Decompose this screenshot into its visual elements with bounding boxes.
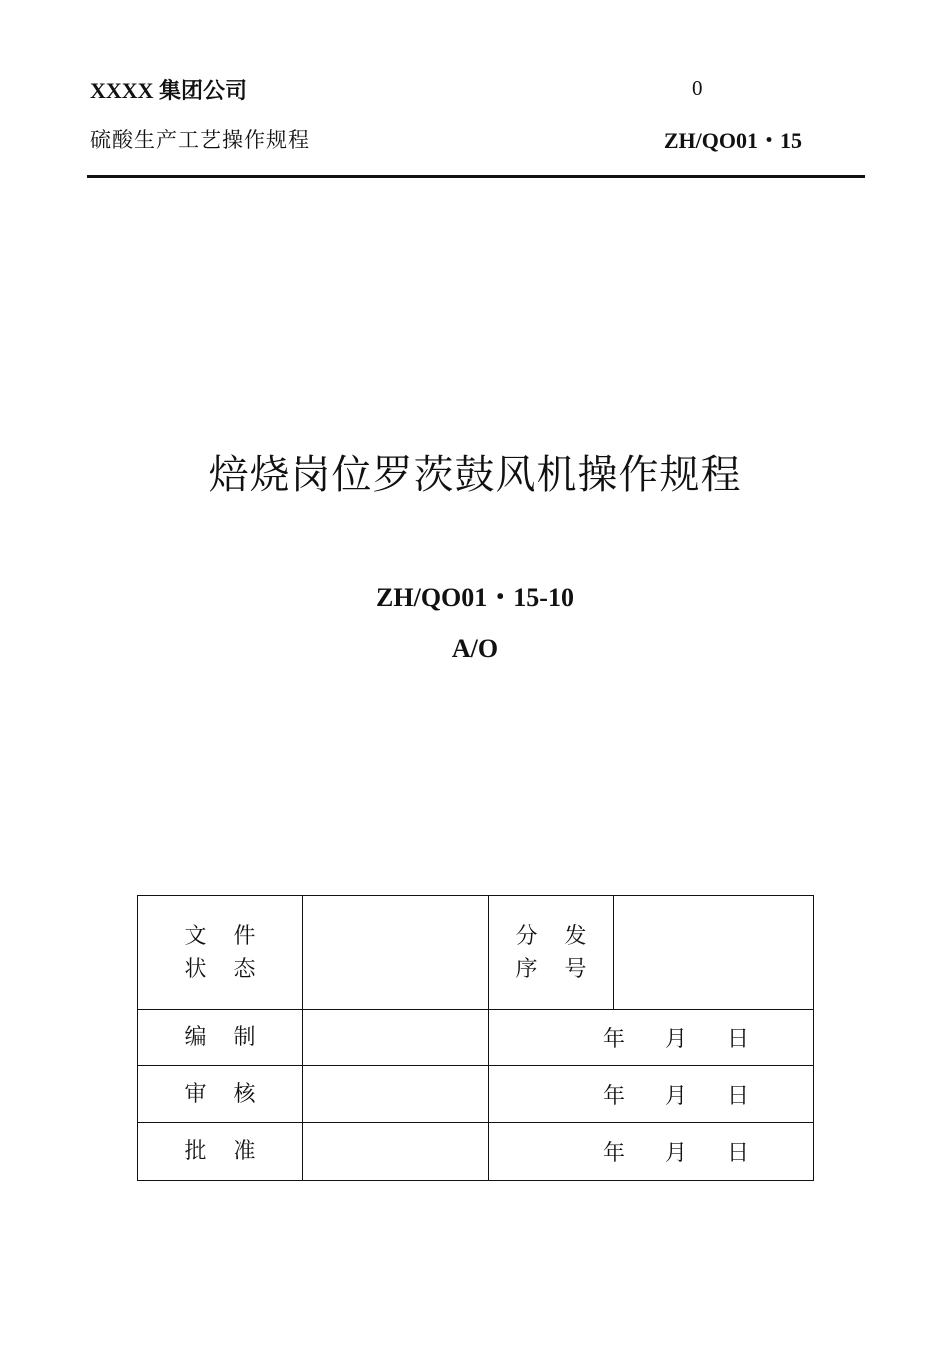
year-label: 年 (602, 1141, 625, 1166)
company-name: XXXX 集团公司 (90, 78, 248, 103)
day-label: 日 (726, 1027, 749, 1052)
file-status-label (138, 896, 303, 1010)
prepared-by-value (303, 1010, 489, 1066)
month-label: 月 (664, 1141, 687, 1166)
reviewed-date (489, 1066, 814, 1123)
table-row (138, 1010, 814, 1066)
approved-by-value (303, 1123, 489, 1181)
distribution-no-line-2: 序 号 (515, 956, 597, 982)
approved-by-label (138, 1123, 303, 1181)
prepared-by-label (138, 1010, 303, 1066)
distribution-no-line-1: 分 发 (515, 923, 597, 949)
month-label: 月 (664, 1027, 687, 1052)
day-label: 日 (726, 1083, 749, 1109)
document-code: ZH/QO01・15-10 (376, 583, 574, 612)
document-title: 焙烧岗位罗茨鼓风机操作规程 (208, 452, 742, 498)
reviewed-by-label (138, 1066, 303, 1123)
file-status-value (303, 896, 489, 1010)
distribution-no-label (489, 896, 614, 1010)
document-version: A/O (451, 634, 499, 663)
approved-date (489, 1123, 814, 1181)
row-label: 审 核 (184, 1081, 266, 1107)
row-label: 编 制 (184, 1025, 266, 1050)
series-code: ZH/QO01・15 (663, 128, 802, 153)
year-label: 年 (602, 1083, 625, 1109)
file-status-line-2: 状 态 (184, 956, 266, 982)
status-row (138, 896, 814, 1010)
header-divider (87, 175, 865, 178)
prepared-date (489, 1010, 814, 1066)
distribution-no-value (614, 896, 814, 1010)
procedure-series-title: 硫酸生产工艺操作规程 (90, 128, 310, 152)
table-row (138, 1123, 814, 1181)
day-label: 日 (726, 1141, 749, 1166)
page-number: 0 (692, 76, 703, 100)
row-label: 批 准 (184, 1139, 266, 1164)
reviewed-by-value (303, 1066, 489, 1123)
approval-table (137, 895, 814, 1181)
month-label: 月 (664, 1083, 687, 1109)
file-status-line-1: 文 件 (184, 923, 266, 949)
table-row (138, 1066, 814, 1123)
year-label: 年 (602, 1027, 625, 1052)
